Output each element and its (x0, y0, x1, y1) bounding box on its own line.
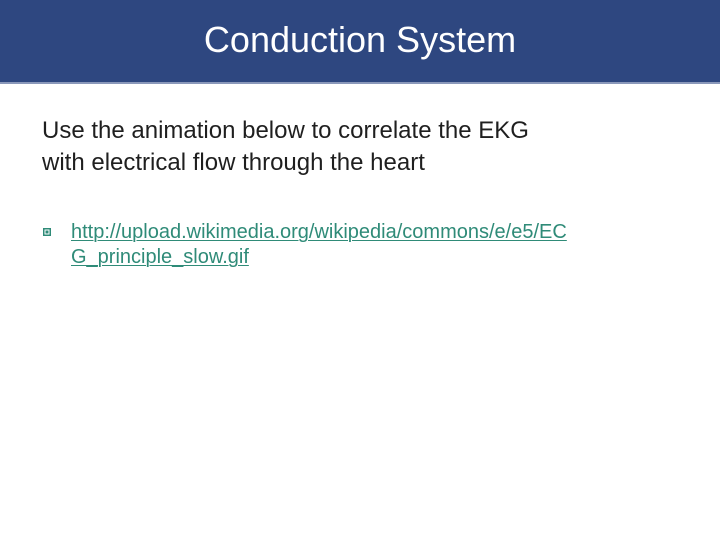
slide-title-bar (0, 0, 720, 84)
intro-line-1: Use the animation below to correlate the EKG (42, 117, 529, 144)
slide-title: Conduction System (203, 19, 517, 60)
intro-line-2: with electrical flow through the heart (42, 149, 425, 176)
square-bullet-icon (42, 227, 52, 237)
slide-intro-text (42, 115, 692, 179)
animation-link-line-2: G_principle_slow.gif (71, 246, 249, 268)
animation-link[interactable] (71, 220, 682, 270)
animation-link-line-1: http://upload.wikimedia.org/wikipedia/commons/e/e5/EC (71, 221, 567, 243)
